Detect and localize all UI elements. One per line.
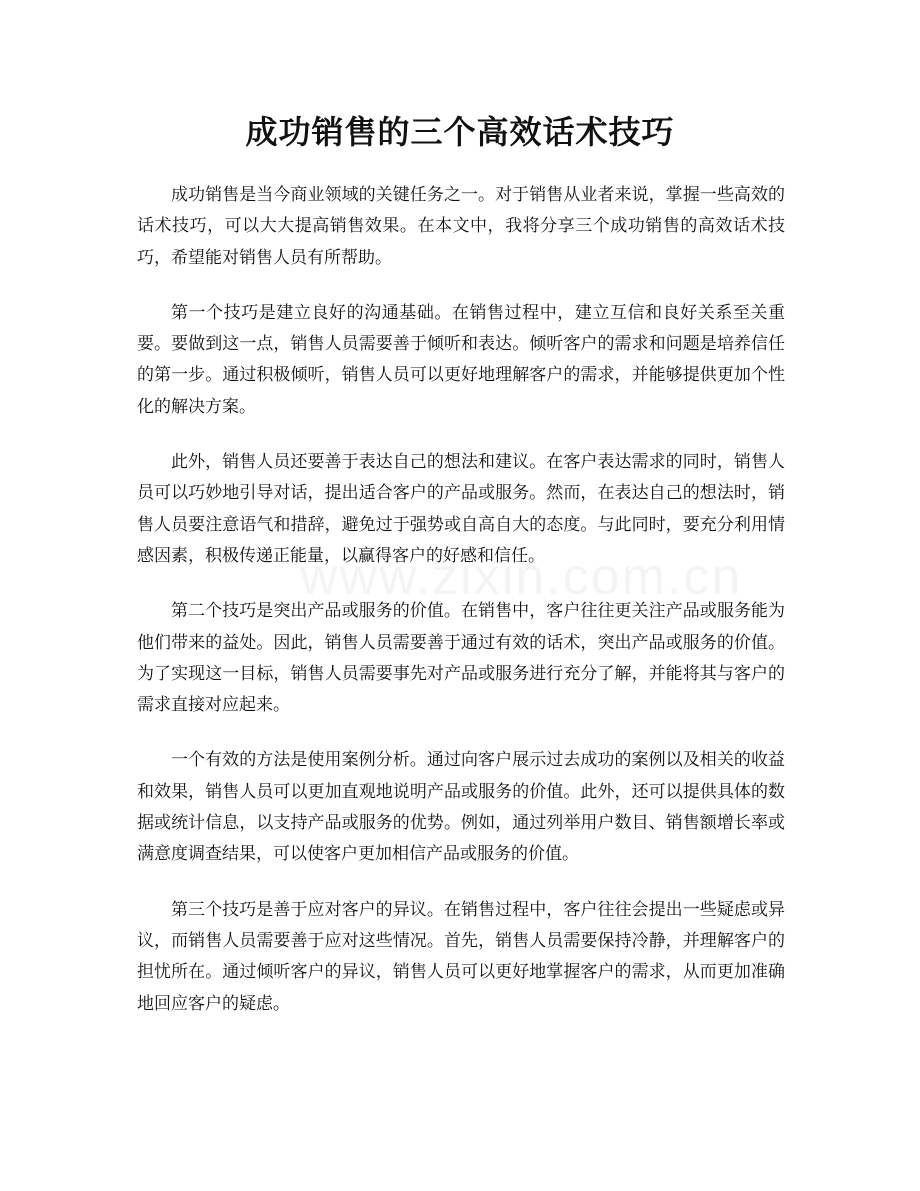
page-title: 成功销售的三个高效话术技巧 xyxy=(245,113,675,151)
paragraph-2: 第一个技巧是建立良好的沟通基础。在销售过程中，建立互信和良好关系至关重要。要做到这一点，销售人员需要善于倾听和表达。倾听客户的需求和问题是培养信任的第一步。通过积极倾听，销售人员可以更好地理解客户的需求，并能够提供更加个性化的解决方案。 xyxy=(137,302,785,417)
paragraph-6: 第三个技巧是善于应对客户的异议。在销售过程中，客户往往会提出一些疑虑或异议，而销售人员需要善于应对这些情况。首先，销售人员需要保持冷静，并理解客户的担忧所在。通过倾听客户的异议，销售人员可以更好地掌握客户的需求，从而更加准确地回应客户的疑虑。 xyxy=(137,899,785,1014)
paragraph-5: 一个有效的方法是使用案例分析。通过向客户展示过去成功的案例以及相关的收益和效果，销售人员可以更加直观地说明产品或服务的价值。此外，还可以提供具体的数据或统计信息，以支持产品或服务的优势。例如，通过列举用户数目、销售额增长率或满意度调查结果，可以使客户更加相信产品或服务的价值。 xyxy=(137,750,785,865)
paragraph-4: 第二个技巧是突出产品或服务的价值。在销售中，客户往往更关注产品或服务能为他们带来的益处。因此，销售人员需要善于通过有效的话术，突出产品或服务的价值。为了实现这一目标，销售人员需要事先对产品或服务进行充分了解，并能将其与客户的需求直接对应起来。 xyxy=(137,601,785,716)
document-body xyxy=(137,180,785,1044)
paragraph-3: 此外，销售人员还要善于表达自己的想法和建议。在客户表达需求的同时，销售人员可以巧妙地引导对话，提出适合客户的产品或服务。然而，在表达自己的想法时，销售人员要注意语气和措辞，避免过于强势或自高自大的态度。与此同时，要充分利用情感因素，积极传递正能量，以赢得客户的好感和信任。 xyxy=(137,452,785,566)
paragraph-1: 成功销售是当今商业领域的关键任务之一。对于销售从业者来说，掌握一些高效的话术技巧，可以大大提高销售效果。在本文中，我将分享三个成功销售的高效话术技巧，希望能对销售人员有所帮助。 xyxy=(137,185,785,268)
